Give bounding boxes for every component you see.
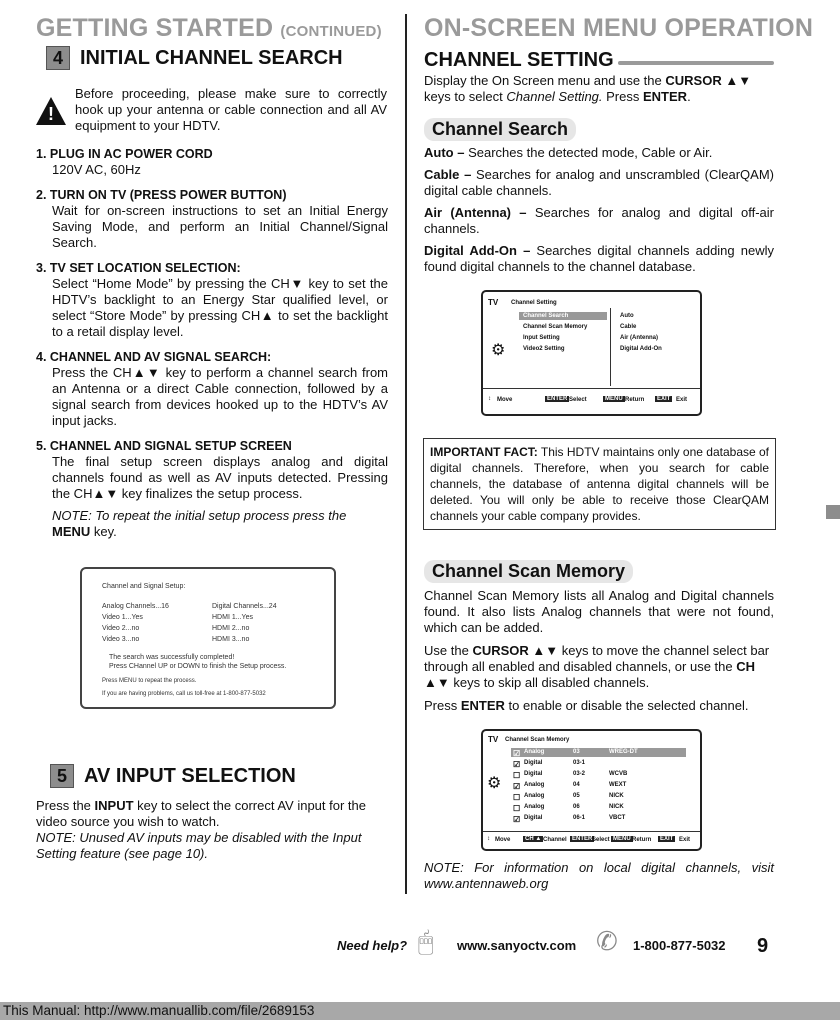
channel-icon: ⚙ bbox=[487, 775, 502, 792]
channel-number: 04 bbox=[573, 782, 580, 788]
need-help-label: Need help? bbox=[337, 938, 408, 953]
channel-checkbox: ☐ bbox=[513, 793, 521, 802]
step-1: 1. PLUG IN AC POWER CORD 120V AC, 60Hz bbox=[36, 147, 213, 177]
column-divider bbox=[405, 14, 407, 894]
warning-exclamation: ! bbox=[48, 104, 54, 124]
mouse-icon: 🖱 bbox=[418, 926, 434, 956]
section-4-title: INITIAL CHANNEL SEARCH bbox=[80, 46, 343, 69]
def-digital-add-on: Digital Add-On – Searches digital channels adding newly found digital channels to the channel database. bbox=[424, 243, 774, 274]
section-4-heading bbox=[46, 46, 343, 70]
channel-icon: ⚙ bbox=[491, 342, 506, 359]
warning-text: Before proceeding, please make sure to correctly hook up your antenna or cable connection and all AV equipment to your HDTV. bbox=[75, 86, 387, 133]
setup-steps bbox=[36, 147, 388, 540]
channel-type: Analog bbox=[524, 782, 545, 788]
left-section-header: GETTING STARTED (CONTINUED) bbox=[36, 14, 382, 42]
channel-name: WEXT bbox=[609, 782, 627, 788]
memory-paragraph-2: Use the CURSOR ▲▼ keys to move the channel select bar through all enabled and disabled channels, or use the CH ▲▼ keys to skip all disabled channels. bbox=[424, 643, 770, 690]
heading-rule bbox=[618, 61, 774, 65]
important-fact-box: IMPORTANT FACT: This HDTV maintains only one database of digital channels. Therefore, when you search for cable channels, the database of antenna digital channels will be deleted. You will only be able to receive those ClearQAM channels your cable company provides. bbox=[423, 438, 776, 530]
channel-type: Analog bbox=[524, 793, 545, 799]
page-tab-marker bbox=[826, 505, 840, 519]
channel-checkbox: ☐ bbox=[513, 771, 521, 780]
channel-number: 03-2 bbox=[573, 771, 586, 777]
step-2: 2. TURN ON TV (PRESS POWER BUTTON) Wait for on-screen instructions to set an Initial Energy Saving Mode, and perform an Initial Channel/Signal Search. bbox=[36, 188, 388, 250]
step-4: 4. CHANNEL AND AV SIGNAL SEARCH: Press the CH▲▼ key to perform a channel search from an Antenna or a direct Cable connection, followed by a signal search from devices hooked up to the HDTV’s AV input jacks. bbox=[36, 350, 388, 428]
section-5-title: AV INPUT SELECTION bbox=[84, 764, 296, 787]
section-5-body: Press the INPUT key to select the correct AV input for the video source you wish to watch. bbox=[36, 798, 366, 829]
section-5-heading bbox=[50, 764, 296, 788]
channel-name: VBCT bbox=[609, 815, 626, 821]
channel-number: 03-1 bbox=[573, 760, 586, 766]
channel-number: 05 bbox=[573, 793, 580, 799]
channel-type: Digital bbox=[524, 815, 543, 821]
right-section-header: ON-SCREEN MENU OPERATION bbox=[424, 14, 814, 42]
channel-setting-intro: Display the On Screen menu and use the CURSOR ▲▼ keys to select Channel Setting. Press ENTER. bbox=[424, 73, 752, 104]
channel-setting-heading: CHANNEL SETTING bbox=[424, 49, 614, 71]
setup-screen-title: Channel and Signal Setup: bbox=[102, 583, 186, 590]
channel-number: 06 bbox=[573, 804, 580, 810]
channel-type: Analog bbox=[524, 749, 545, 755]
manual-source-bar bbox=[0, 1002, 840, 1020]
def-auto: Auto – Searches the detected mode, Cable or Air. bbox=[424, 145, 713, 160]
move-icon: ↕ bbox=[487, 836, 490, 842]
section-number-badge: 5 bbox=[50, 764, 74, 788]
channel-number: 06-1 bbox=[573, 815, 586, 821]
channel-checkbox: ☐ bbox=[513, 804, 521, 813]
menu-divider bbox=[610, 308, 611, 386]
section-4-note: NOTE: To repeat the initial setup process press the MENU key. bbox=[52, 508, 347, 539]
channel-type: Digital bbox=[524, 760, 543, 766]
channel-name: NICK bbox=[609, 804, 624, 810]
channel-scan-memory-menu-illustration: TV Channel Scan Memory ☑ Analog 03 WREG-DT ☑ Digital 03-1 ☐ Digital 03-2 WCVB ☑ Analog 04 WEXT ☐ Analog 05 NICK ☐ Analog 06 NICK ☑ Digital 06-1 VBCT ⚙ ↕ Move CH ▲ Channel ENTER Select MENU Return EXIT Exit bbox=[481, 729, 702, 851]
section-number-badge: 4 bbox=[46, 46, 70, 70]
setup-screen-illustration: Channel and Signal Setup: Analog Channels...16 Digital Channels...24 Video 1...Yes HDMI 1...Yes Video 2...no HDMI 2...no Video 3...no HDMI 3...no The search was successfully completed! Press CHannel UP or DOWN to finish the Setup process. Press MENU to repeat the process. If you are having problems, call us toll-free at 1-800-877-5032 bbox=[80, 567, 336, 709]
channel-number: 03 bbox=[573, 749, 580, 755]
channel-name: WREG-DT bbox=[609, 749, 638, 755]
def-air: Air (Antenna) – Searches for analog and digital off-air channels. bbox=[424, 205, 775, 236]
phone-number: 1-800-877-5032 bbox=[633, 938, 726, 953]
step-5: 5. CHANNEL AND SIGNAL SETUP SCREEN The final setup screen displays analog and digital channels found as well as AV inputs detected. Pressing the CH▲▼ key finalizes the setup process. bbox=[36, 439, 388, 501]
phone-icon: ✆ bbox=[596, 926, 618, 956]
channel-search-heading: Channel Search bbox=[424, 118, 576, 141]
channel-checkbox: ☑ bbox=[513, 782, 521, 791]
channel-scan-memory-heading: Channel Scan Memory bbox=[424, 560, 633, 583]
channel-checkbox: ☑ bbox=[513, 749, 521, 758]
channel-type: Analog bbox=[524, 804, 545, 810]
manual-source-text[interactable]: This Manual: http://www.manuallib.com/file/2689153 bbox=[3, 1003, 315, 1018]
website-link[interactable]: www.sanyoctv.com bbox=[457, 938, 577, 953]
channel-search-definitions bbox=[424, 145, 774, 275]
memory-paragraph-1: Channel Scan Memory lists all Analog and Digital channels found. It also lists Analog channels that were not found, which can be added. bbox=[424, 588, 774, 635]
channel-setting-menu-illustration: TV Channel Setting Channel Search Channel Scan Memory Input Setting Video2 Setting Auto Cable Air (Antenna) Digital Add-On ⚙ ↕ Move ENTER Select MENU Return EXIT Exit bbox=[481, 290, 702, 416]
def-cable: Cable – Searches for analog and unscrambled (ClearQAM) digital cable channels. bbox=[424, 167, 774, 198]
page-number: 9 bbox=[757, 935, 769, 957]
channel-checkbox: ☑ bbox=[513, 760, 521, 769]
memory-paragraph-3: Press ENTER to enable or disable the selected channel. bbox=[424, 698, 749, 713]
channel-checkbox: ☑ bbox=[513, 815, 521, 824]
section-5-note: NOTE: Unused AV inputs may be disabled with the Input Setting feature (see page 10). bbox=[36, 830, 362, 861]
right-note: NOTE: For information on local digital channels, visit www.antennaweb.org bbox=[424, 860, 774, 891]
step-3: 3. TV SET LOCATION SELECTION: Select “Home Mode” by pressing the CH▼ key to set the HDTV’s backlight to an Energy Star qualified level, or select “Store Mode” by pressing CH▲ to set the backlight to a retail display level. bbox=[36, 261, 388, 339]
channel-name: NICK bbox=[609, 793, 624, 799]
move-icon: ↕ bbox=[488, 396, 491, 402]
channel-type: Digital bbox=[524, 771, 543, 777]
channel-name: WCVB bbox=[609, 771, 628, 777]
